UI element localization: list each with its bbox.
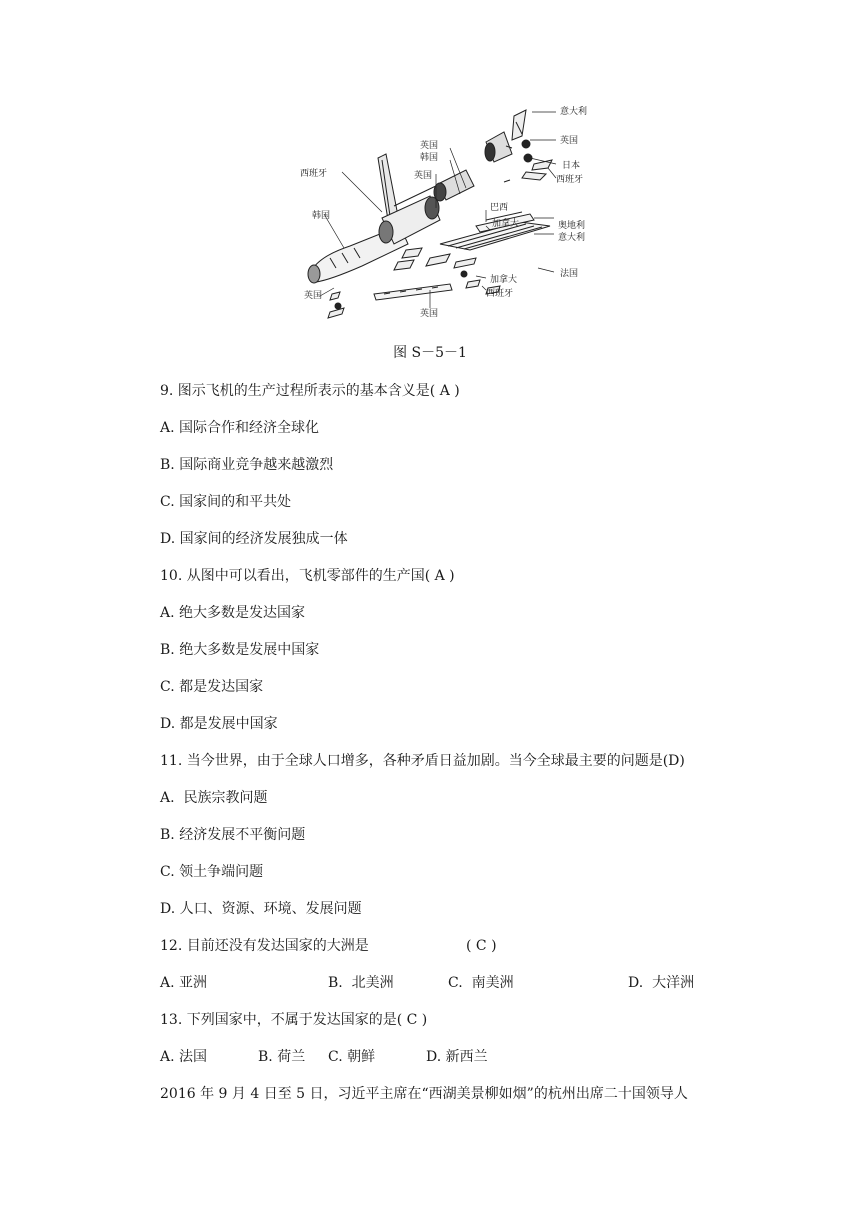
question-9-stem: 9. 图示飞机的生产过程所表示的基本含义是( A ) bbox=[160, 383, 460, 399]
label-france: 法国 bbox=[560, 269, 579, 279]
label-uk-a: 英国 bbox=[420, 141, 439, 151]
question-10-option-c: C. 都是发达国家 bbox=[160, 679, 264, 695]
question-10-option-d: D. 都是发展中国家 bbox=[160, 716, 278, 732]
label-italy-mid: 意大利 bbox=[558, 233, 586, 243]
question-11-option-c: C. 领土争端问题 bbox=[160, 864, 264, 880]
question-13-option-a: A. 法国 bbox=[160, 1049, 208, 1065]
question-10-option-b: B. 绝大多数是发展中国家 bbox=[160, 642, 320, 658]
question-10-stem: 10. 从图中可以看出，飞机零部件的生产国( A ) bbox=[160, 568, 455, 584]
figure-caption: 图 S－5－1 bbox=[393, 345, 467, 361]
body-paragraph: 2016 年 9 月 4 日至 5 日，习近平主席在“西湖美景柳如烟”的杭州出席二十国领导人 bbox=[160, 1086, 688, 1102]
label-canada-b: 加拿大 bbox=[490, 275, 518, 285]
question-10-option-a: A. 绝大多数是发达国家 bbox=[160, 605, 306, 621]
label-uk-left: 英国 bbox=[304, 291, 323, 301]
label-korea-left: 韩国 bbox=[312, 211, 331, 221]
airplane-parts-figure bbox=[290, 98, 610, 326]
question-12-option-d: D. 大洋洲 bbox=[628, 975, 695, 991]
label-canada-a: 加拿大 bbox=[492, 219, 520, 229]
question-9-option-b: B. 国际商业竞争越来越激烈 bbox=[160, 457, 334, 473]
label-japan: 日本 bbox=[562, 161, 581, 171]
question-12-option-b: B. 北美洲 bbox=[328, 975, 394, 991]
question-9-option-d: D. 国家间的经济发展独成一体 bbox=[160, 531, 348, 547]
label-austria: 奥地利 bbox=[558, 221, 586, 231]
label-uk-right: 英国 bbox=[560, 136, 579, 146]
question-13-option-b: B. 荷兰 bbox=[258, 1049, 306, 1065]
label-uk-bottom: 英国 bbox=[420, 309, 439, 319]
label-brazil: 巴西 bbox=[490, 203, 509, 213]
question-12-stem: 12. 目前还没有发达国家的大洲是 bbox=[160, 938, 369, 954]
label-spain-bottom: 西班牙 bbox=[486, 289, 514, 299]
question-13-option-c: C. 朝鲜 bbox=[328, 1049, 376, 1065]
question-11-option-a: A. 民族宗教问题 bbox=[160, 790, 268, 806]
question-9-option-c: C. 国家间的和平共处 bbox=[160, 494, 292, 510]
question-12-option-a: A. 亚洲 bbox=[160, 975, 208, 991]
question-13-stem: 13. 下列国家中，不属于发达国家的是( C ) bbox=[160, 1012, 428, 1028]
question-12-answer: ( C ) bbox=[466, 938, 497, 954]
label-uk-mid: 英国 bbox=[414, 171, 433, 181]
question-12-option-c: C. 南美洲 bbox=[448, 975, 514, 991]
label-spain-left: 西班牙 bbox=[300, 169, 328, 179]
exploded-airplane-diagram bbox=[290, 98, 610, 326]
question-11-option-b: B. 经济发展不平衡问题 bbox=[160, 827, 306, 843]
label-italy-top: 意大利 bbox=[560, 107, 588, 117]
question-11-option-d: D. 人口、资源、环境、发展问题 bbox=[160, 901, 362, 917]
question-11-stem: 11. 当今世界，由于全球人口增多，各种矛盾日益加剧。当今全球最主要的问题是(D) bbox=[160, 753, 685, 769]
question-13-option-d: D. 新西兰 bbox=[426, 1049, 488, 1065]
label-korea-a: 韩国 bbox=[420, 153, 439, 163]
label-spain-right: 西班牙 bbox=[556, 175, 584, 185]
question-9-option-a: A. 国际合作和经济全球化 bbox=[160, 420, 320, 436]
